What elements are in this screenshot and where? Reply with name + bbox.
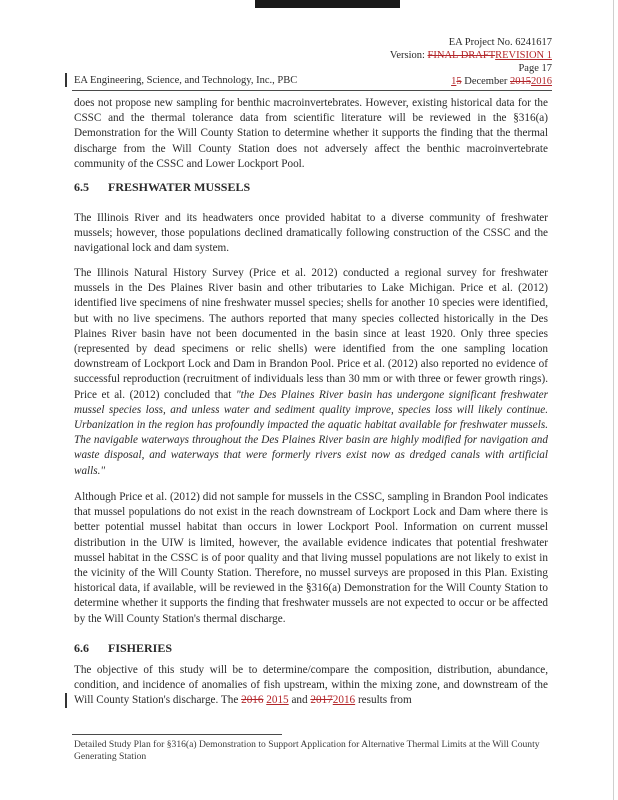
price-quote: "the Des Plaines River basin has undergone significant freshwater mussel species loss, and unless water and sediment quality improve, species loss will likely continue. Urbanization in the region has profoundly impacted the aquatic habitat available for freshwater mussels. The navigable waterways throughout the Des Plaines River basin are highly modified for navigation and waste disposal, and waterways that were formerly rivers exist now as dredged canals with artificial walls." — [74, 388, 549, 477]
header-date: 15 December 20152016 — [451, 76, 552, 87]
section-heading-6-5: 6.5 FRESHWATER MUSSELS — [74, 180, 251, 194]
version-line: Version: FINAL DRAFTREVISION 1 — [389, 50, 552, 61]
change-bar — [65, 693, 67, 708]
scan-top-bar — [255, 0, 400, 8]
version-new: REVISION 1 — [495, 50, 552, 61]
paragraph-mussels-history: The Illinois River and its headwaters once provided habitat to a diverse community of freshwater mussels; however, those populations declined dramatically following construction of the CSSC and the navigational lock and dam system. — [74, 212, 548, 255]
paragraph-price-survey: The Illinois Natural History Survey (Price et al. 2012) conducted a regional survey for freshwater mussels in the Des Plaines River basin and other tributaries to Lake Michigan. Price et al. (2012) identified live specimens of nine freshwater mussel species; shells for another 10 species were identified, but with no live specimens. The authors reported that many species collected historically in the Des Plaines River basin have not been documented in the basin since at least 1920. Only three species (represented by dead specimens or relic shells) were identified from the one sampling location downstream of Lockport Lock and Dam in Brandon Pool. Price et al. (2012) also reported no evidence of successful reproduction (recruitment of individuals less than 30 mm or with three or fewer growth rings). Price et al. (2012) concluded that "the Des Plaines River basin has undergone significant freshwater mussel species loss, and unless water and sediment quality improve, species loss will likely continue. Urbanization in the region has profoundly impacted the aquatic habitat available for freshwater mussels. The navigable waterways throughout the Des Plaines River basin are highly modified for navigation and waste disposal, and waterways that were formerly rivers exist now as dredged canals with artificial walls." — [74, 267, 549, 477]
header-rule — [72, 90, 552, 91]
change-bar — [65, 73, 67, 87]
paragraph-mussel-conclusion: Although Price et al. (2012) did not sample for mussels in the CSSC, sampling in Brandon Pool indicates that mussel populations do not exist in the reach downstream of Lockport Lock and Dam where there is better potential mussel habitat than occurs in lower Lockport Pool. Information on current mussel distribution in the UIW is limited, however, the available evidence indicates that potential freshwater mussel habitat in the CSSC is of poor quality and that living mussel populations are not likely to exist in the vicinity of the Will County Station. Therefore, no mussel surveys are proposed in this Plan. Existing historical data, if available, will be reviewed in the §316(a) Demonstration for the Will County Station to determine whether it supports the finding that freshwater mussels are not expected to occur or be affected by the Will County Station's thermal discharge. — [74, 491, 548, 625]
version-old: FINAL DRAFT — [427, 50, 496, 61]
scan-right-edge — [613, 0, 614, 800]
page-number: Page 17 — [518, 63, 552, 74]
footer-text: Detailed Study Plan for §316(a) Demonstration to Support Application for Alternative Thermal Limits at the Will County Generating Station — [74, 739, 540, 762]
paragraph-intro: does not propose new sampling for benthic macroinvertebrates. However, existing historical data for the CSSC and the thermal tolerance data from scientific literature will be reviewed in the §316(a) Demonstration for the Will County Station to determine whether it supports the finding that the thermal discharge from the Will County Station does not adversely affect the benthic macroinvertebrate community of the CSSC and Lower Lockport Pool. — [74, 97, 548, 170]
section-heading-6-6: 6.6 FISHERIES — [74, 641, 173, 655]
footer-rule — [72, 734, 282, 735]
paragraph-fisheries: The objective of this study will be to determine/compare the composition, distribution, abundance, condition, and incidence of anomalies of fish upstream, within the mixing zone, and downstream of the Will County Station's discharge. The 2016 2015 and 20172016 results from — [74, 664, 548, 707]
project-number: EA Project No. 6241617 — [448, 37, 552, 48]
company-name: EA Engineering, Science, and Technology, Inc., PBC — [74, 75, 298, 86]
